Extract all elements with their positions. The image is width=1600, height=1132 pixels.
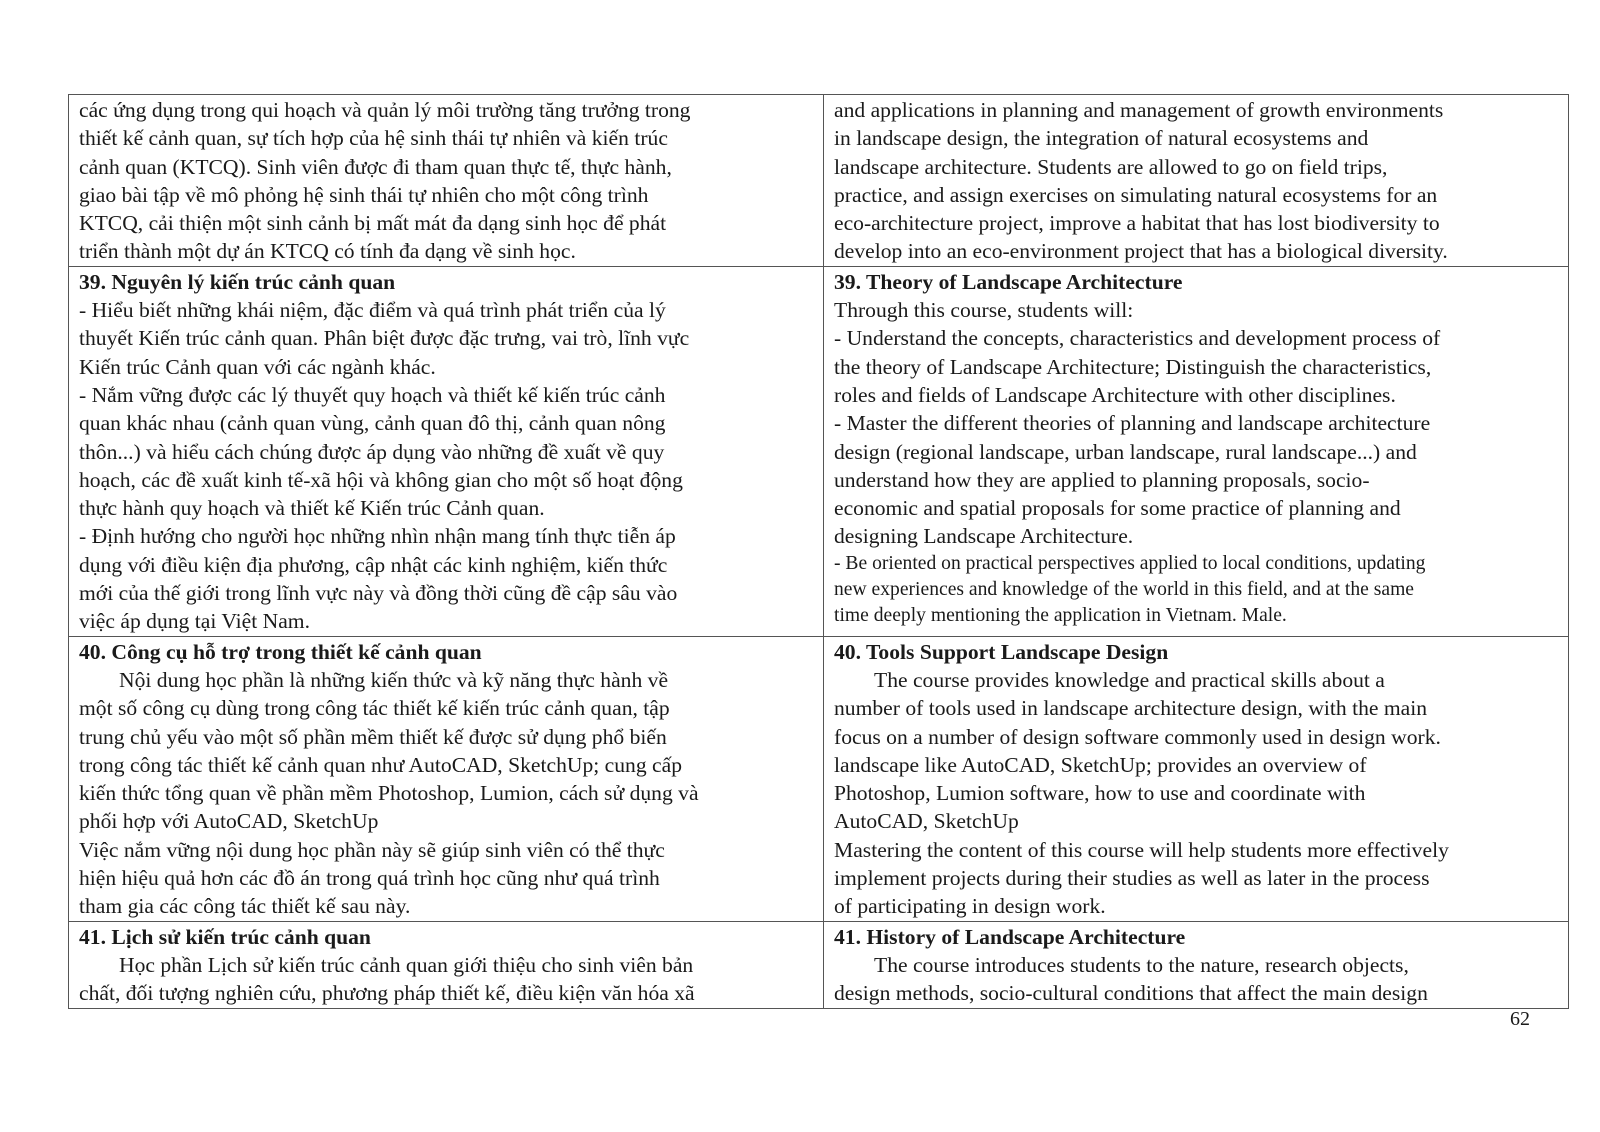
text-line: designing Landscape Architecture. [834, 524, 1134, 549]
table-row [69, 921, 1569, 1008]
text-line: new experiences and knowledge of the world in this field, and at the same [834, 579, 1415, 601]
vietnamese-cell [69, 95, 824, 267]
text-line: dụng với điều kiện địa phương, cập nhật các kinh nghiệm, kiến thức [79, 552, 668, 577]
text-line: tham gia các công tác thiết kế sau này. [79, 894, 411, 919]
english-cell [824, 95, 1569, 267]
text-line: - Master the different theories of planning and landscape architecture [834, 411, 1431, 436]
text-line: economic and spatial proposals for some practice of planning and [834, 496, 1401, 521]
text-line: việc áp dụng tại Việt Nam. [79, 609, 310, 634]
text-line: - Be oriented on practical perspectives applied to local conditions, updating [834, 552, 1426, 574]
course-title: 41. Lịch sử kiến trúc cảnh quan [79, 924, 371, 949]
text-line: Học phần Lịch sử kiến trúc cảnh quan giới thiệu cho sinh viên bản [119, 952, 694, 977]
course-title: 39. Nguyên lý kiến trúc cảnh quan [79, 269, 396, 294]
text-line: - Understand the concepts, characteristics and development process of [834, 326, 1441, 351]
text-line: triển thành một dự án KTCQ có tính đa dạng về sinh học. [79, 239, 576, 264]
small-text-block [834, 551, 1560, 630]
text-line: Kiến trúc Cảnh quan với các ngành khác. [79, 354, 436, 379]
text-line: Mastering the content of this course will help students more effectively [834, 837, 1449, 862]
text-line: develop into an eco-environment project that has a biological diversity. [834, 239, 1448, 264]
text-line: design (regional landscape, urban landscape, rural landscape...) and [834, 439, 1417, 464]
english-cell [824, 266, 1569, 636]
text-line: eco-architecture project, improve a habitat that has lost biodiversity to [834, 211, 1440, 236]
page-number: 62 [1510, 1008, 1530, 1030]
text-line: implement projects during their studies as well as later in the process [834, 866, 1430, 891]
text-line: - Nắm vững được các lý thuyết quy hoạch và thiết kế kiến trúc cảnh [79, 382, 666, 407]
text-line: The course provides knowledge and practical skills about a [874, 667, 1385, 692]
text-line: thiết kế cảnh quan, sự tích hợp của hệ sinh thái tự nhiên và kiến trúc [79, 126, 668, 151]
text-line: hoạch, các đề xuất kinh tế-xã hội và không gian cho một số hoạt động [79, 467, 683, 492]
text-line: cảnh quan (KTCQ). Sinh viên được đi tham quan thực tế, thực hành, [79, 154, 672, 179]
text-line: time deeply mentioning the application in Vietnam. Male. [834, 605, 1287, 627]
text-line: of participating in design work. [834, 894, 1106, 919]
text-line: thôn...) và hiểu cách chúng được áp dụng vào những đề xuất về quy [79, 439, 665, 464]
text-line: giao bài tập về mô phỏng hệ sinh thái tự nhiên cho một công trình [79, 182, 649, 207]
text-line: AutoCAD, SketchUp [834, 809, 1019, 834]
text-line: landscape architecture. Students are allowed to go on field trips, [834, 154, 1388, 179]
english-cell [824, 921, 1569, 1008]
text-line: The course introduces students to the nature, research objects, [874, 952, 1409, 977]
text-line: the theory of Landscape Architecture; Distinguish the characteristics, [834, 354, 1432, 379]
table-row [69, 95, 1569, 267]
vietnamese-cell [69, 921, 824, 1008]
text-line: phối hợp với AutoCAD, SketchUp [79, 809, 379, 834]
text-line: thuyết Kiến trúc cảnh quan. Phân biệt được đặc trưng, vai trò, lĩnh vực [79, 326, 690, 351]
text-line: understand how they are applied to planning proposals, socio- [834, 467, 1370, 492]
bilingual-course-table [68, 94, 1569, 1009]
text-line: landscape like AutoCAD, SketchUp; provides an overview of [834, 752, 1367, 777]
table-row [69, 266, 1569, 636]
text-line: and applications in planning and management of growth environments [834, 98, 1444, 122]
text-line: trong công tác thiết kế cảnh quan như AutoCAD, SketchUp; cung cấp [79, 752, 682, 777]
text-line: trung chủ yếu vào một số phần mềm thiết kế được sử dụng phổ biến [79, 724, 667, 749]
text-line: các ứng dụng trong qui hoạch và quản lý môi trường tăng trưởng trong [79, 98, 691, 122]
course-title: 40. Tools Support Landscape Design [834, 639, 1169, 664]
text-line: kiến thức tổng quan về phần mềm Photoshop, Lumion, cách sử dụng và [79, 781, 699, 806]
text-line: design methods, socio-cultural conditions that affect the main design [834, 981, 1428, 1006]
text-line: roles and fields of Landscape Architecture with other disciplines. [834, 382, 1396, 407]
course-title: 40. Công cụ hỗ trợ trong thiết kế cảnh quan [79, 639, 482, 664]
text-line: hiện hiệu quả hơn các đồ án trong quá trình học cũng như quá trình [79, 866, 660, 891]
course-title: 41. History of Landscape Architecture [834, 924, 1186, 949]
text-line: - Hiểu biết những khái niệm, đặc điểm và quá trình phát triển của lý [79, 298, 666, 323]
text-line: focus on a number of design software commonly used in design work. [834, 724, 1441, 749]
text-line: in landscape design, the integration of natural ecosystems and [834, 126, 1369, 151]
vietnamese-cell [69, 636, 824, 921]
english-cell [824, 636, 1569, 921]
text-line: number of tools used in landscape architecture design, with the main [834, 696, 1428, 721]
text-line: practice, and assign exercises on simulating natural ecosystems for an [834, 182, 1438, 207]
text-line: chất, đối tượng nghiên cứu, phương pháp thiết kế, điều kiện văn hóa xã [79, 981, 695, 1006]
vietnamese-cell [69, 266, 824, 636]
text-line: mới của thế giới trong lĩnh vực này và đồng thời cũng đề cập sâu vào [79, 581, 678, 606]
text-line: KTCQ, cải thiện một sinh cảnh bị mất mát đa dạng sinh học để phát [79, 211, 667, 236]
text-line: Through this course, students will: [834, 298, 1134, 323]
text-line: Nội dung học phần là những kiến thức và kỹ năng thực hành về [119, 667, 669, 692]
text-line: quan khác nhau (cảnh quan vùng, cảnh quan đô thị, cảnh quan nông [79, 411, 666, 436]
text-line: một số công cụ dùng trong công tác thiết kế kiến trúc cảnh quan, tập [79, 696, 670, 721]
course-title: 39. Theory of Landscape Architecture [834, 269, 1183, 294]
text-line: Việc nắm vững nội dung học phần này sẽ giúp sinh viên có thể thực [79, 837, 665, 862]
table-row [69, 636, 1569, 921]
text-line: Photoshop, Lumion software, how to use and coordinate with [834, 781, 1366, 806]
text-line: thực hành quy hoạch và thiết kế Kiến trúc Cảnh quan. [79, 496, 545, 521]
text-line: - Định hướng cho người học những nhìn nhận mang tính thực tiễn áp [79, 524, 676, 549]
